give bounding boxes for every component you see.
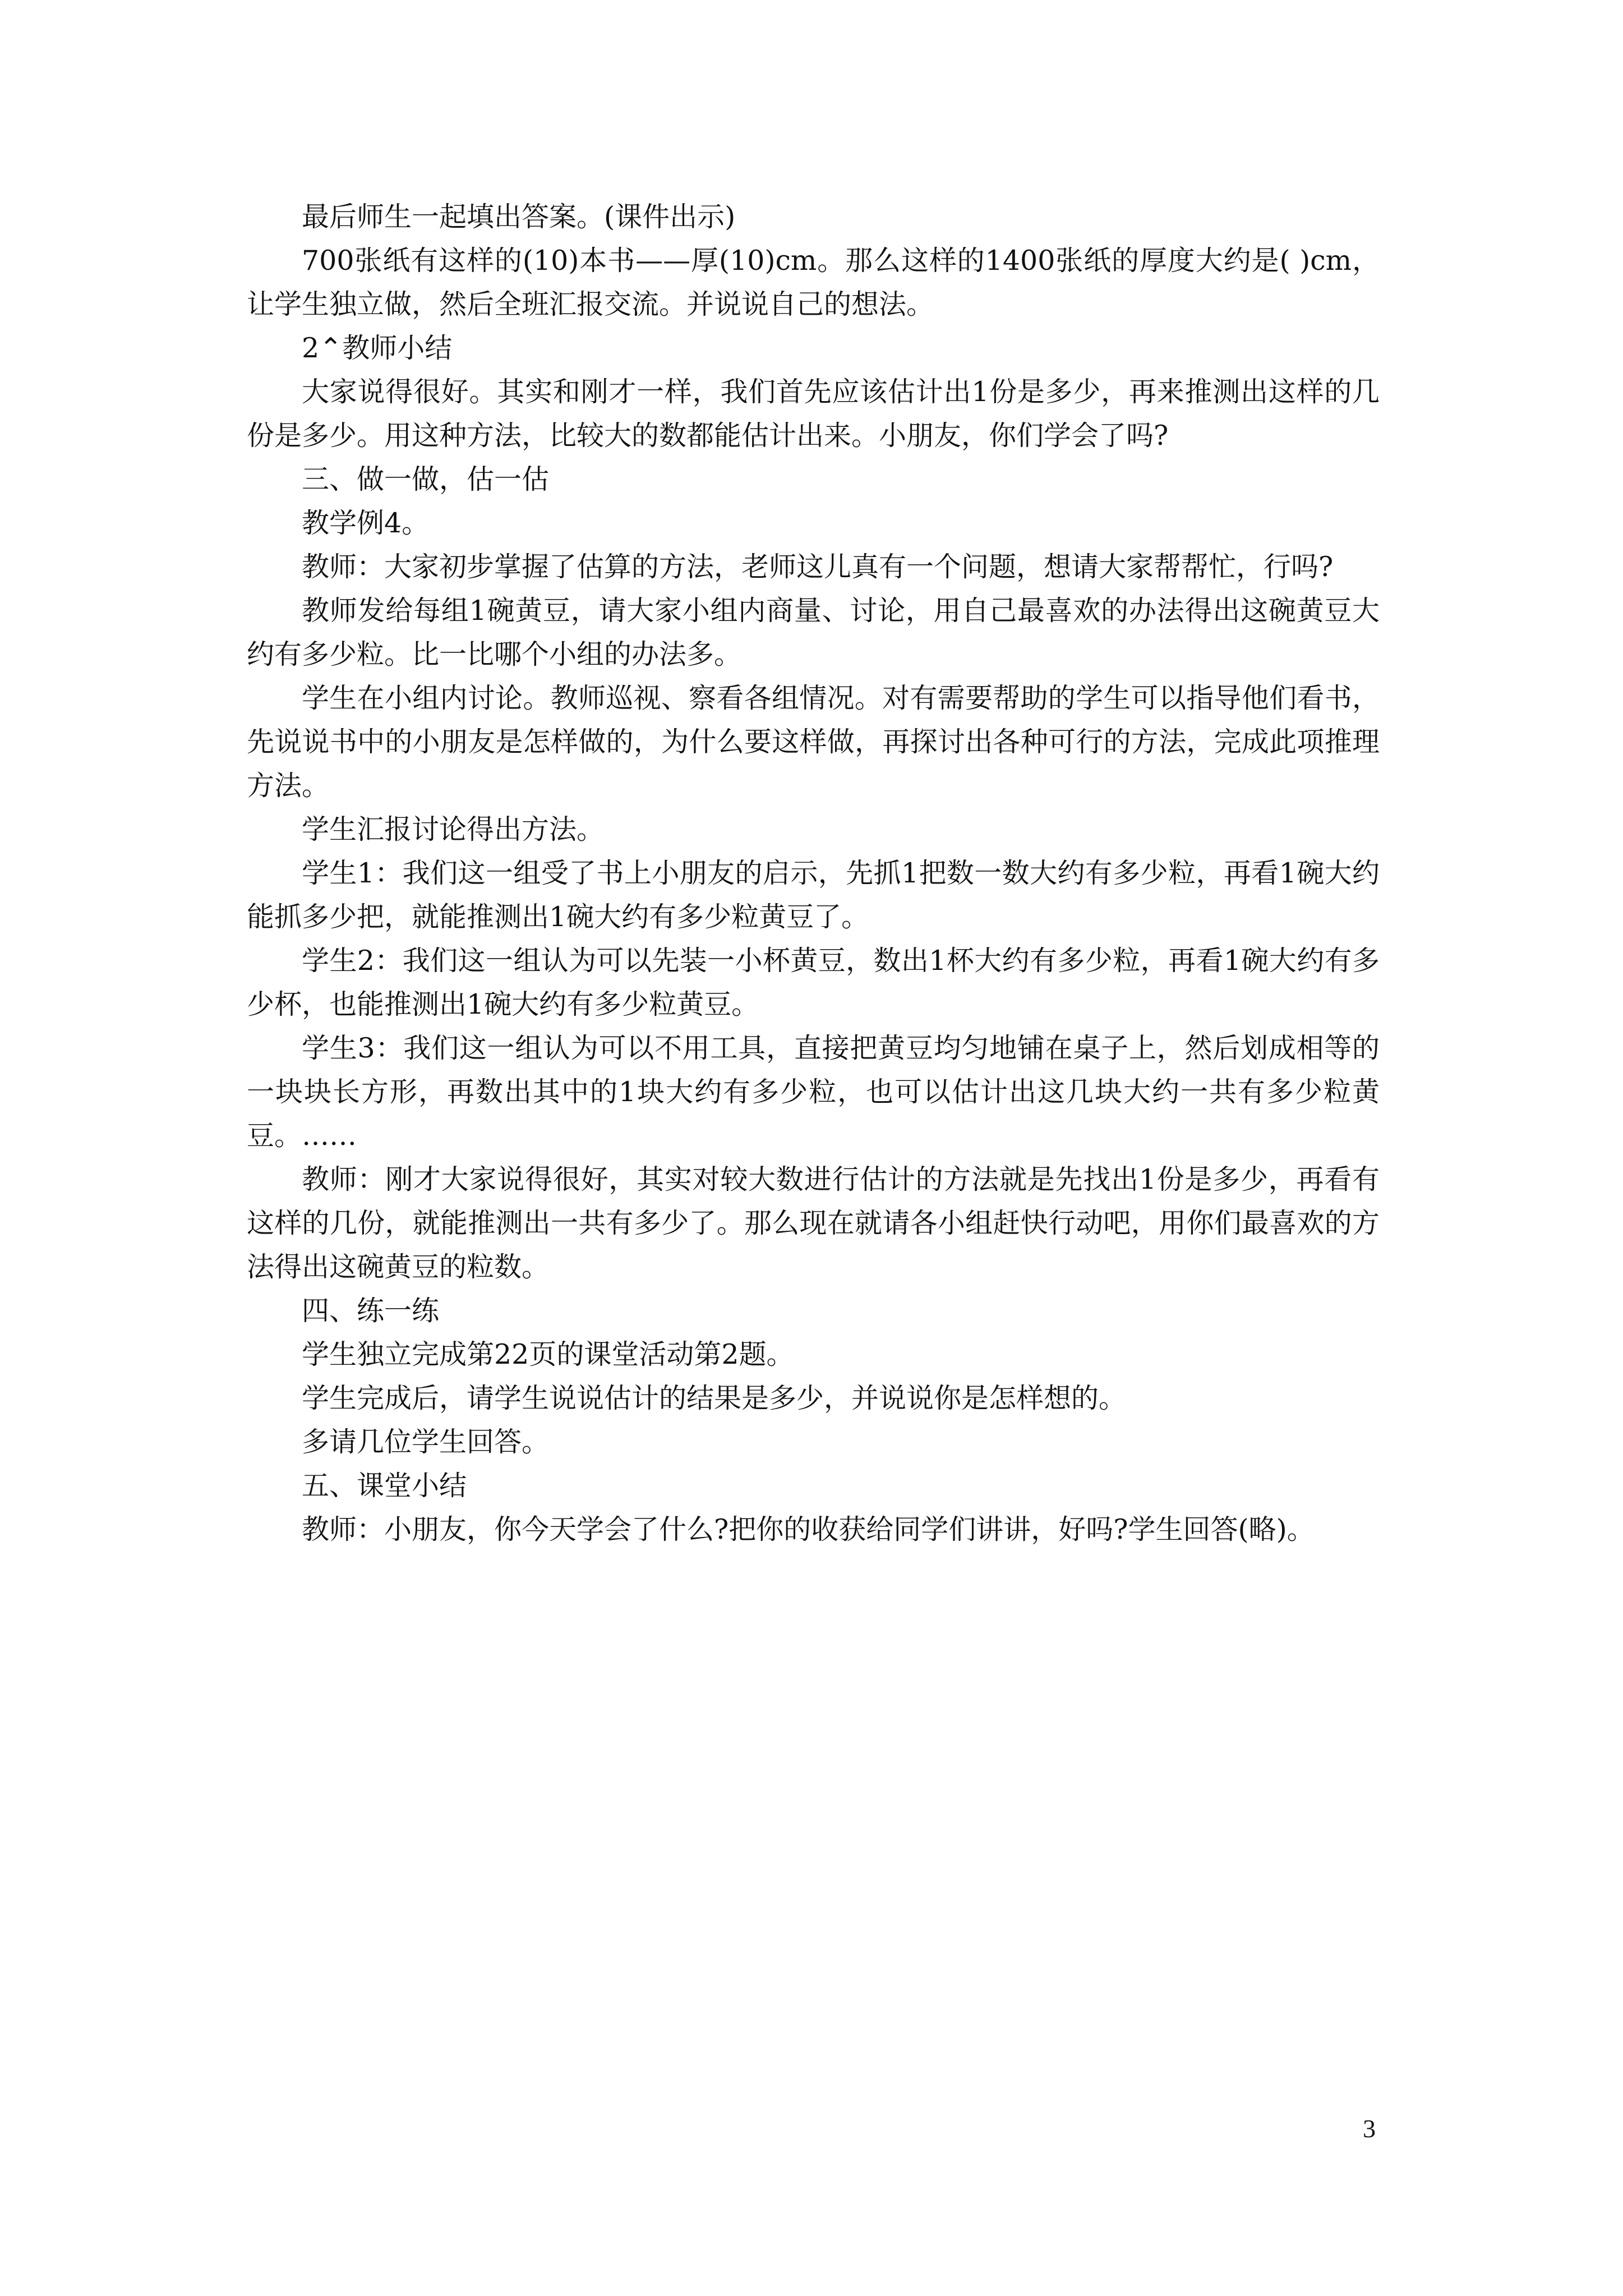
paragraph: 学生2：我们这一组认为可以先装一小杯黄豆，数出1杯大约有多少粒，再看1碗大约有多少杯，也能推测出1碗大约有多少粒黄豆。 <box>247 945 1380 1020</box>
paragraph: 学生完成后，请学生说说估计的结果是多少，并说说你是怎样想的。 <box>302 1382 1127 1414</box>
paragraph: 多请几位学生回答。 <box>302 1426 550 1458</box>
paragraph: 学生独立完成第22页的课堂活动第2题。 <box>302 1338 794 1370</box>
paragraph: 教师：大家初步掌握了估算的方法，老师这儿真有一个问题，想请大家帮帮忙，行吗? <box>302 551 1334 583</box>
section-subheading: 2⌃教师小结 <box>302 332 453 364</box>
paragraph: 最后师生一起填出答案。(课件出示) <box>302 201 736 233</box>
paragraph: 教师发给每组1碗黄豆，请大家小组内商量、讨论，用自己最喜欢的办法得出这碗黄豆大约有多少粒。比一比哪个小组的办法多。 <box>247 595 1380 670</box>
paragraph: 学生3：我们这一组认为可以不用工具，直接把黄豆均匀地铺在桌子上，然后划成相等的一块块长方形，再数出其中的1块大约有多少粒，也可以估计出这几块大约一共有多少粒黄豆。…… <box>247 1032 1380 1152</box>
paragraph: 教师：小朋友，你今天学会了什么?把你的收获给同学们讲讲，好吗?学生回答(略)。 <box>302 1513 1315 1545</box>
paragraph: 教学例4。 <box>302 507 430 539</box>
paragraph: 700张纸有这样的(10)本书——厚(10)cm。那么这样的1400张纸的厚度大约是( )cm，让学生独立做，然后全班汇报交流。并说说自己的想法。 <box>247 245 1380 320</box>
paragraph: 教师：刚才大家说得很好，其实对较大数进行估计的方法就是先找出1份是多少，再看有这样的几份，就能推测出一共有多少了。那么现在就请各小组赶快行动吧，用你们最喜欢的方法得出这碗黄豆的粒数。 <box>247 1163 1380 1283</box>
paragraph: 大家说得很好。其实和刚才一样，我们首先应该估计出1份是多少，再来推测出这样的几份是多少。用这种方法，比较大的数都能估计出来。小朋友，你们学会了吗? <box>247 376 1380 452</box>
paragraph: 学生汇报讨论得出方法。 <box>302 813 605 845</box>
paragraph: 学生1：我们这一组受了书上小朋友的启示，先抓1把数一数大约有多少粒，再看1碗大约能抓多少把，就能推测出1碗大约有多少粒黄豆了。 <box>247 857 1380 933</box>
document-body <box>247 195 1380 1552</box>
section-heading: 三、做一做，估一估 <box>302 463 550 495</box>
page-number: 3 <box>1363 2114 1376 2143</box>
section-heading: 四、练一练 <box>302 1295 440 1327</box>
section-heading: 五、课堂小结 <box>302 1470 467 1502</box>
paragraph: 学生在小组内讨论。教师巡视、察看各组情况。对有需要帮助的学生可以指导他们看书，先说说书中的小朋友是怎样做的，为什么要这样做，再探讨出各种可行的方法，完成此项推理方法。 <box>247 682 1380 802</box>
